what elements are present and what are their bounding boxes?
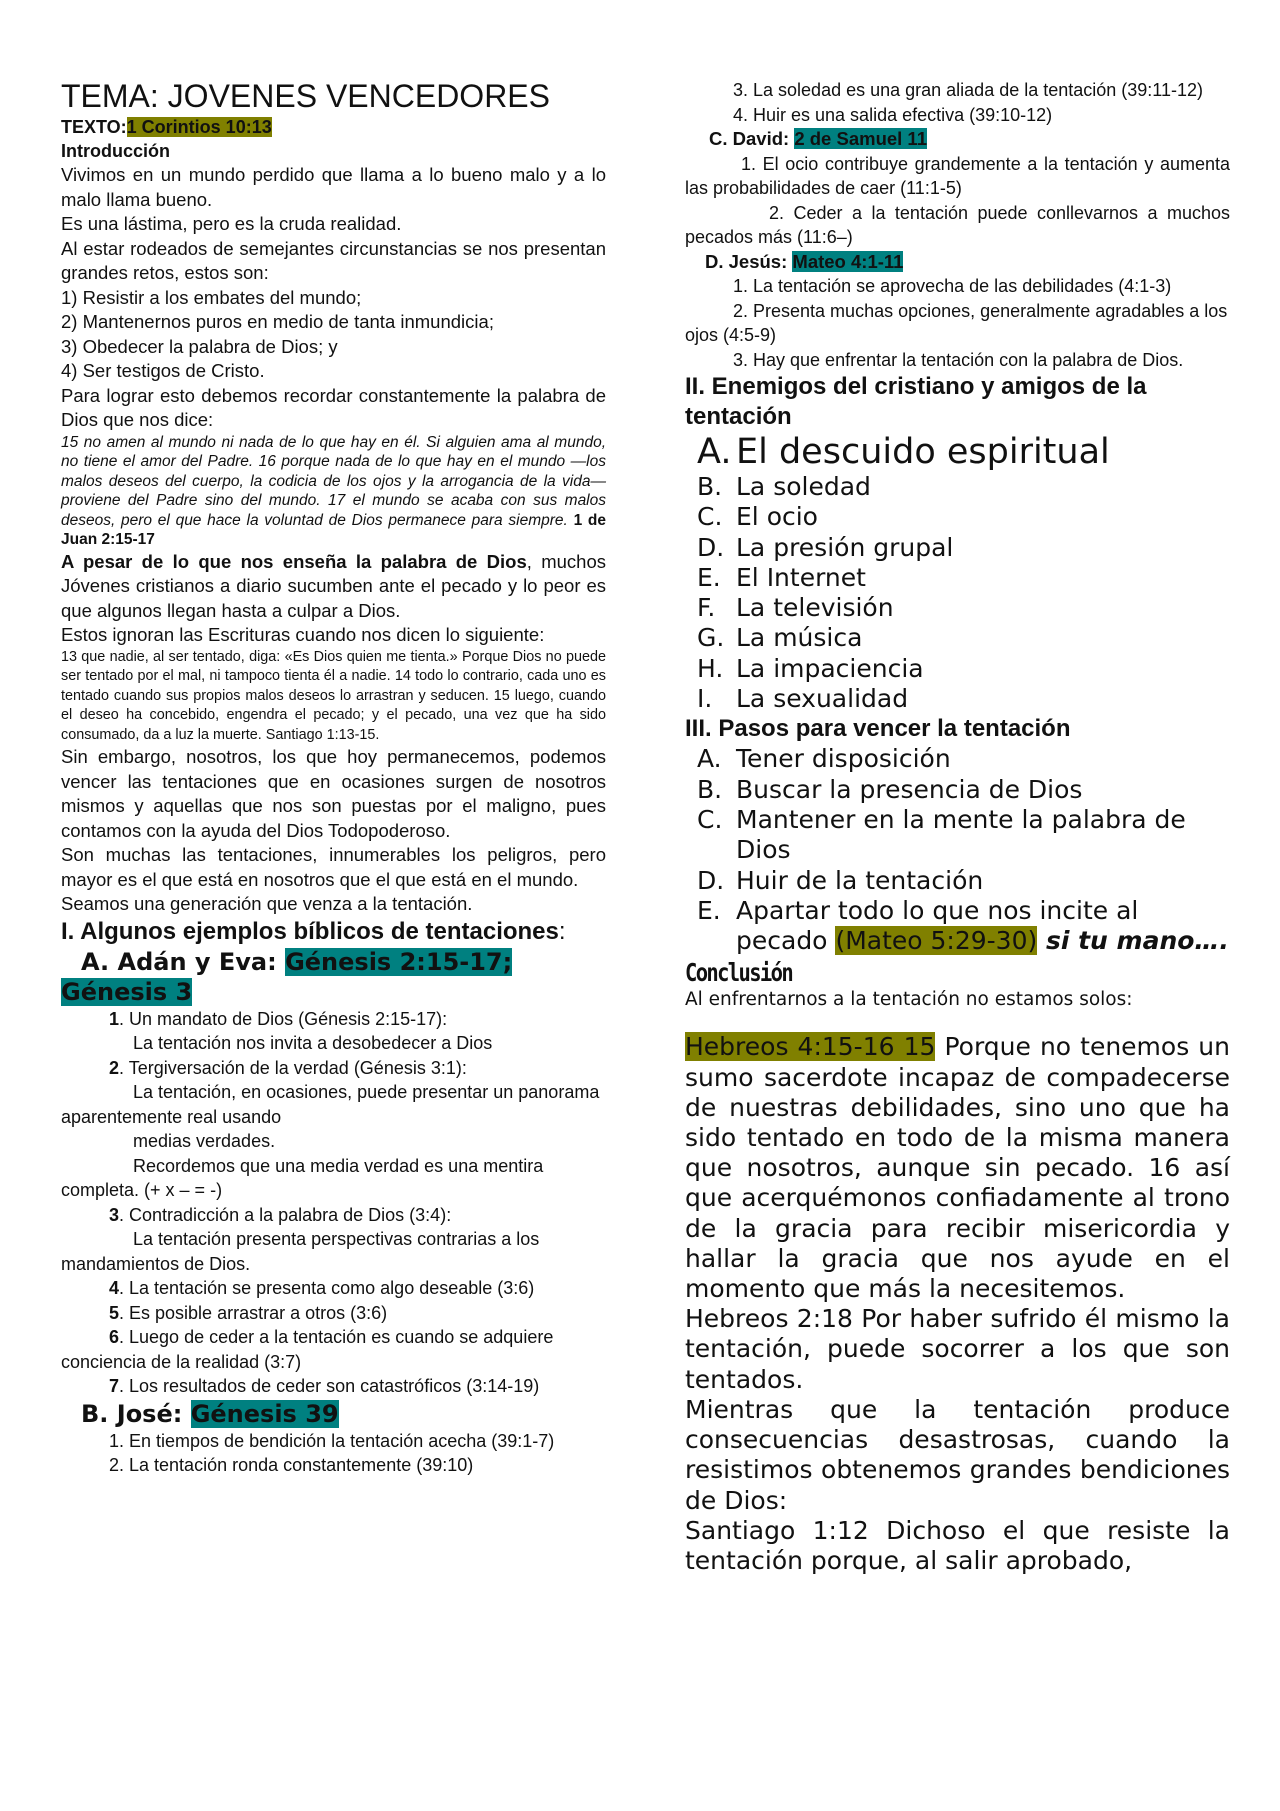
bible-ref: Hebreos 4:15-16 15: [685, 1032, 936, 1062]
list-item: E. El Internet: [697, 562, 866, 592]
paragraph: [61, 550, 606, 624]
list-item: 1. En tiempos de bendición la tentación acecha (39:1-7): [109, 1430, 555, 1451]
texto-line: [61, 115, 606, 139]
bible-quote: Hebreos 4:15-16 15 Porque no tenemos un sumo sacerdote incapaz de compadecerse de nuestras debilidades, sino uno que ha sido tentado en todo de la misma manera que nosotros, aunque sin pecado. 16 así que acerquémonos confiadamente al trono de la gracia para recibir misericordia y hallar la gracia que nos ayude en el momento que más la necesitemos.: [685, 1032, 1230, 1304]
bible-quote: Hebreos 2:18 Por haber sufrido él mismo la tentación, puede socorrer a los que son tentados.: [685, 1304, 1230, 1394]
list-item: 1. La tentación se aprovecha de las debilidades (4:1-3): [733, 276, 1172, 296]
bold-lead: A pesar de lo que nos enseña la palabra de Dios: [61, 550, 527, 572]
list-item: 3. La soledad es una gran aliada de la tentación (39:11-12): [733, 80, 1204, 100]
list-item: I. La sexualidad: [697, 684, 909, 714]
section-heading: I. Algunos ejemplos bíblicos de tentaciones:: [61, 917, 566, 945]
intro-paragraph: Vivimos en un mundo perdido que llama a lo bueno malo y a lo malo llama bueno.: [61, 164, 606, 210]
list-item: B. La soledad: [697, 472, 871, 501]
list-detail: La tentación presenta perspectivas contrarias a los mandamientos de Dios.: [61, 1229, 540, 1274]
paragraph-rest: , muchos Jóvenes cristianos a diario sucumben ante el pecado y lo peor es que algunos llegan hasta a culpar a Dios.: [61, 550, 607, 621]
bible-ref: Mateo 4:1-11: [792, 250, 904, 272]
list-item: 4. La tentación se presenta como algo deseable (3:6): [109, 1278, 535, 1298]
list-item: 1. Un mandato de Dios (Génesis 2:15-17):: [109, 1008, 448, 1029]
list-detail: La tentación nos invita a desobedecer a Dios: [133, 1033, 493, 1053]
reto-item: 2) Mantenernos puros en medio de tanta inmundicia;: [61, 311, 494, 332]
paragraph: Seamos una generación que venza a la tentación.: [61, 893, 473, 914]
subsection-heading: B. José: Génesis 39: [81, 1399, 339, 1428]
bible-quote: 13 que nadie, al ser tentado, diga: «Es Dios quien me tienta.» Porque Dios no puede ser tentado por el mal, ni tampoco tienta él a nadie. 14 todo lo contrario, cada uno es tentado cuando sus propios malos deseos lo arrastran y seducen. 15 luego, cuando el deseo ha concebido, engendra el pecado; y el pecado, una vez que ha sido consumado, da a luz la muerte. Santiago 1:13-15.: [61, 648, 606, 743]
list-item: 4. Huir es una salida efectiva (39:10-12): [733, 104, 1053, 125]
quote-text: 15 no amen al mundo ni nada de lo que hay en él. Si alguien ama al mundo, no tiene el amor del Padre. 16 porque nada de lo que hay en el mundo —los malos deseos del cuerpo, la codicia de los ojos y la arrogancia de la vida— proviene del Padre sino del mundo. 17 el mundo se acaba con sus malos deseos, pero el que hace la voluntad de Dios permanece para siempre.: [61, 433, 606, 529]
intro-paragraph: Para lograr esto debemos recordar constantemente la palabra de Dios que nos dice:: [61, 384, 606, 430]
list-item: F. La televisión: [697, 593, 894, 623]
list-item: B. Buscar la presencia de Dios: [697, 774, 1083, 804]
list-item: 1. El ocio contribuye grandemente a la tentación y aumenta las probabilidades de caer (11:1-5): [685, 153, 1230, 198]
reto-item: 3) Obedecer la palabra de Dios; y: [61, 335, 338, 357]
subsection-heading: D. Jesús: Mateo 4:1-11: [705, 250, 904, 272]
paragraph: Sin embargo, nosotros, los que hoy permanecemos, podemos vencer las tentaciones que en ocasiones surgen de nosotros mismos y aquellas que nos son puestas por el maligno, pues contamos con la ayuda del Dios Todopoderoso.: [61, 746, 606, 841]
bible-ref: Génesis 39: [190, 1399, 339, 1428]
list-item: A. El descuido espiritual: [697, 432, 1110, 472]
list-item: 2. Ceder a la tentación puede conllevarnos a muchos pecados más (11:6–): [685, 202, 1230, 247]
list-item: 5. Es posible arrastrar a otros (3:6): [109, 1302, 388, 1323]
bible-quote: Santiago 1:12 Dichoso el que resiste la tentación porque, al salir aprobado,: [685, 1515, 1230, 1575]
list-item: C. Mantener en la mente la palabra de Dios: [697, 804, 1186, 865]
list-item: D. Huir de la tentación: [697, 865, 984, 895]
list-item: E. Apartar todo lo que nos incite al pecado (Mateo 5:29-30) si tu mano….: [697, 895, 1229, 956]
intro-heading: Introducción: [61, 141, 170, 161]
list-item: A. Tener disposición: [697, 744, 951, 774]
bible-quote: [61, 433, 606, 550]
list-item: C. El ocio: [697, 502, 818, 532]
list-item: 3. Hay que enfrentar la tentación con la palabra de Dios.: [733, 349, 1184, 370]
quote-text: 13 que nadie, al ser tentado, diga: «Es Dios quien me tienta.» Porque Dios no puede ser tentado por el mal, ni tampoco tienta él a nadie. 14 todo lo contrario, cada uno es tentado cuando sus propios malos deseos lo arrastran y seducen. 15 luego, cuando el deseo ha concebido, engendra el pecado; y el pecado, una vez que ha sido consumado, da a luz la muerte. Santiago 1:13-15: [61, 648, 606, 743]
bible-ref: (Mateo 5:29-30): [835, 926, 1038, 956]
section-heading: III. Pasos para vencer la tentación: [685, 715, 1071, 743]
bible-ref: Génesis 2:15-17; Génesis 3: [61, 947, 513, 1006]
right-column: [685, 78, 1230, 1576]
list-item: H. La impaciencia: [697, 653, 924, 683]
list-item: 2. Presenta muchas opciones, generalmente agradables a los ojos (4:5-9): [685, 300, 1228, 345]
list-item: 7. Los resultados de ceder son catastróficos (3:14-19): [109, 1376, 540, 1396]
list-item: 2. La tentación ronda constantemente (39:10): [109, 1455, 474, 1475]
list-detail: Recordemos que una media verdad es una mentira completa. (+ x – = -): [61, 1155, 544, 1200]
list-item: 2. Tergiversación de la verdad (Génesis 3:1):: [109, 1057, 467, 1078]
paragraph: Son muchas las tentaciones, innumerables los peligros, pero mayor es el que está en nosotros que el que está en el mundo.: [61, 844, 606, 890]
intro-paragraph: Es una lástima, pero es la cruda realidad.: [61, 213, 402, 234]
reto-item: 1) Resistir a los embates del mundo;: [61, 286, 362, 308]
paragraph: Estos ignoran las Escrituras cuando nos dicen lo siguiente:: [61, 624, 545, 645]
steps-list: [685, 744, 1230, 956]
list-detail: medias verdades.: [133, 1131, 276, 1151]
conclusion-heading: Conclusión: [685, 958, 793, 988]
texto-ref: 1 Corintios 10:13: [126, 117, 272, 137]
bible-ref: 2 de Samuel 11: [794, 128, 927, 149]
section-heading: II. Enemigos del cristiano y amigos de la tentación: [685, 373, 1147, 430]
quote-ref: 1 de Juan 2:15-17: [61, 511, 607, 548]
list-item: D. La presión grupal: [697, 532, 954, 562]
page-title: TEMA: JOVENES VENCEDORES: [61, 78, 550, 114]
intro-paragraph: Al estar rodeados de semejantes circunstancias se nos presentan grandes retos, estos son:: [61, 237, 606, 283]
conclusion-intro: Al enfrentarnos a la tentación no estamos solos:: [685, 989, 1133, 1011]
left-column: [61, 78, 606, 1478]
subsection-heading: A. Adán y Eva: Génesis 2:15-17; Génesis 3: [61, 947, 513, 1006]
list-item: 3. Contradicción a la palabra de Dios (3:4):: [109, 1204, 452, 1225]
list-item: G. La música: [697, 623, 863, 653]
list-item: 6. Luego de ceder a la tentación es cuando se adquiere conciencia de la realidad (3:7): [61, 1327, 554, 1372]
paragraph: Mientras que la tentación produce consecuencias desastrosas, cuando la resistimos obtenemos grandes bendiciones de Dios:: [685, 1394, 1230, 1515]
list-detail: La tentación, en ocasiones, puede presentar un panorama aparentemente real usando: [61, 1082, 600, 1127]
reto-item: 4) Ser testigos de Cristo.: [61, 360, 265, 381]
enemies-list: [685, 432, 1230, 714]
texto-label: TEXTO:: [61, 117, 127, 137]
subsection-heading: C. David: 2 de Samuel 11: [709, 128, 927, 149]
